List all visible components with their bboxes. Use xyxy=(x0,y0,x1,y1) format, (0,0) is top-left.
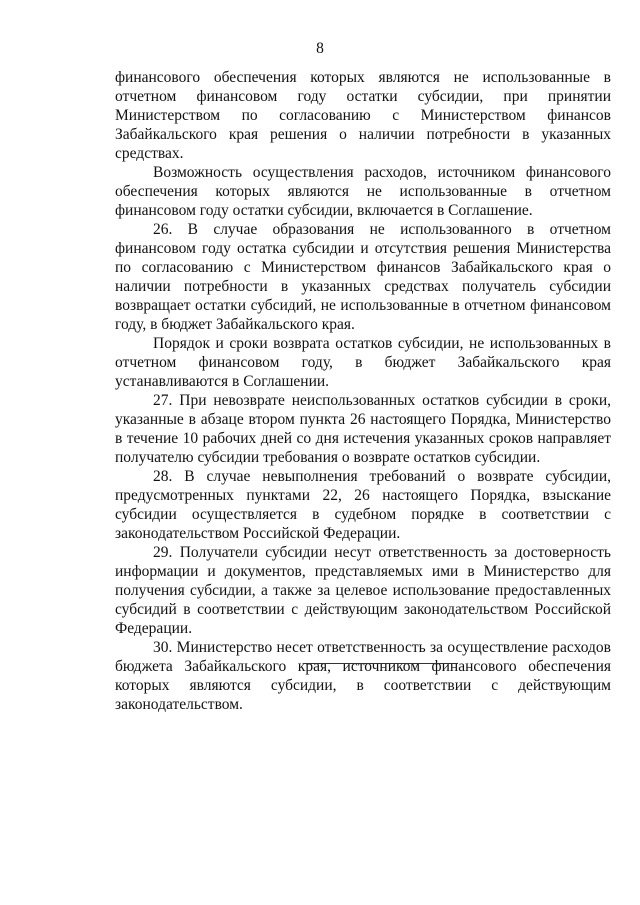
paragraph-item-27: 27. При невозврате неиспользованных остатков субсидии в сроки, указанные в абзаце втором пункта 26 настоящего Порядка, Министерство в течение 10 рабочих дней со дня истечения указанных сроков направляет получателю субсидии требования о возврате остатков субсидии. xyxy=(115,392,611,466)
end-of-document-line xyxy=(303,663,458,664)
paragraph-item-26: 26. В случае образования не использованного в отчетном финансовом году остатка субсидии и отсутствия решения Министерства по согласованию с Министерством финансов Забайкальского края о наличии потребности в указанных средствах получатель субсидии возвращает остатки субсидий, не использованные в отчетном финансовом году, в бюджет Забайкальского края. xyxy=(115,221,611,333)
document-body xyxy=(115,68,611,714)
paragraph-continuation: финансового обеспечения которых являются не использованные в отчетном финансовом году остатки субсидии, при принятии Министерством по согласованию с Министерством финансов Забайкальского края решения о наличии потребности в указанных средствах. xyxy=(115,69,611,162)
paragraph-item-29: 29. Получатели субсидии несут ответственность за достоверность информации и документов, представляемых ими в Министерство для получения субсидии, а также за целевое использование предоставленных субсидий в соответствии с действующим законодательством Российской Федерации. xyxy=(115,544,611,637)
paragraph-item-30: 30. Министерство несет ответственность за осуществление расходов бюджета Забайкальского края, источником финансового обеспечения которых являются субсидии, в соответствии с действующим законодательством. xyxy=(115,639,611,713)
paragraph-item-28: 28. В случае невыполнения требований о возврате субсидии, предусмотренных пунктами 22, 26 настоящего Порядка, взыскание субсидии осуществляется в судебном порядке в соответствии с законодательством Российской Федерации. xyxy=(115,468,611,542)
paragraph-return-procedure: Порядок и сроки возврата остатков субсидии, не использованных в отчетном финансовом году, в бюджет Забайкальского края устанавливаются в Соглашении. xyxy=(115,335,611,390)
page-number: 8 xyxy=(316,40,324,57)
paragraph-expenses-possibility: Возможность осуществления расходов, источником финансового обеспечения которых являются не использованные в отчетном финансовом году остатки субсидии, включается в Соглашение. xyxy=(115,164,611,219)
